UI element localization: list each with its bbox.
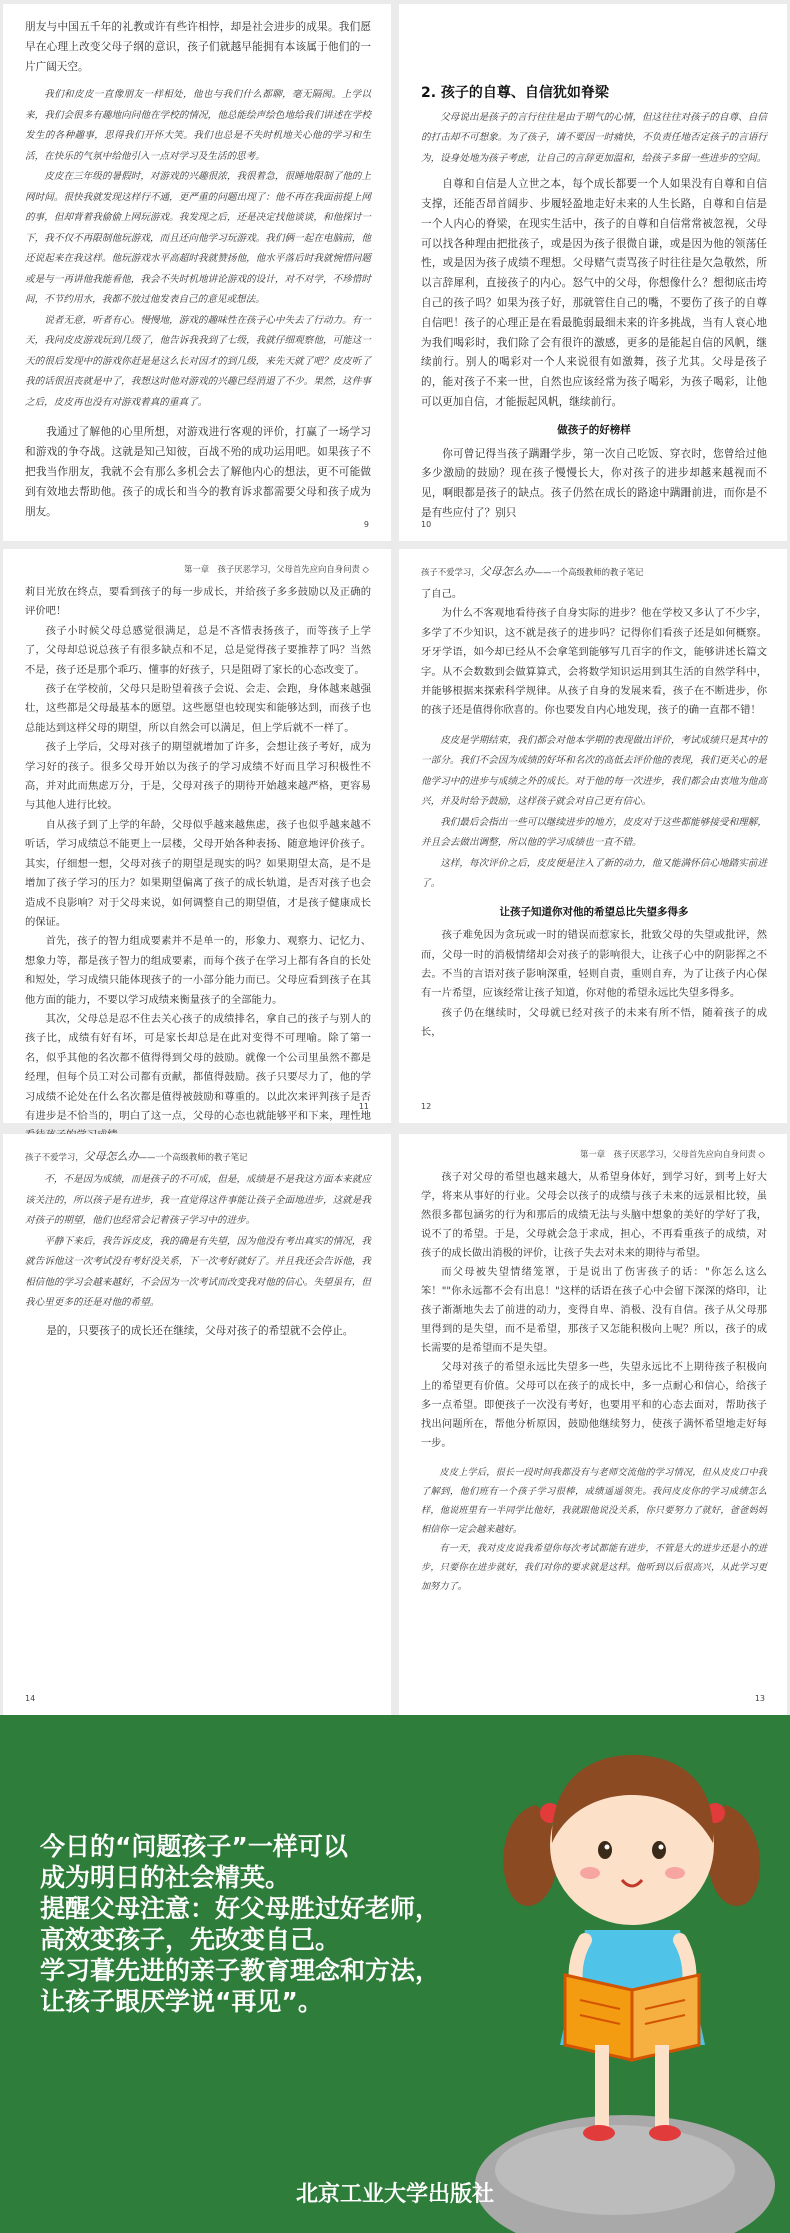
running-header bbox=[399, 549, 787, 577]
paragraph: 孩子小时候父母总感觉很满足，总是不吝惜表扬孩子，而等孩子上学了，父母却总说总孩子有很多缺点和不足，总是觉得孩子要推荐了吗？当然不是，孩子还是那个乖巧、懂事的好孩子，只是阻碍了家长的心态改变了。 bbox=[25, 624, 371, 676]
page-number: 14 bbox=[25, 1694, 36, 1703]
example-paragraph: 有一天，我对皮皮说我希望你每次考试都能有进步，不管是大的进步还是小的进步，只要你在进步就好，我们对你的要求就是这样。他听到以后很高兴，从此学习更加努力了。 bbox=[421, 1543, 767, 1592]
example-paragraph: 父母说出是孩子的言行往往是由于期气的心情，但这往往对孩子的自尊、自信的打击却不可想象。为了孩子，请不要因一时痛快，不负责任地否定孩子的言语行为，设身处地为孩子考虑，让自己的言辞更加温和，给孩子多留一些进步的空间。 bbox=[421, 111, 767, 164]
page-12 bbox=[399, 549, 787, 1123]
page-14 bbox=[3, 1134, 391, 1715]
paragraph: 孩子在学校前，父母只是盼望着孩子会说、会走、会跑，身体越来越强壮，这些都是父母最基本的愿望。这些愿望也较现实和能够达到，而孩子也总能达到这样父母的期望，所以自然会可以满足，但上学后就不一样了。 bbox=[25, 683, 371, 734]
paragraph: 孩子对父母的希望也越来越大，从希望身体好，到学习好，到考上好大学，将来从事好的行业。父母会以孩子的成绩与孩子未来的远景相比较，虽然很多都包涵劣的行为和那后的成绩无法与头脑中想象的美好的学好了我，说不了的希望。于是，父母就会急于求成，担心，不再看重孩子的成绩，对孩子的成长做出消极的评价，让孩子失去对未来的期待与希望。 bbox=[421, 1172, 767, 1259]
header-subtitle: ——一个高级教师的教子笔记 bbox=[534, 567, 644, 577]
header-title: 父母怎么办 bbox=[479, 565, 535, 578]
slogan-line: 今日的“问题孩子”一样可以 bbox=[40, 1832, 348, 1861]
paragraph: 朋友与中国五千年的礼教或许有些许相悖，却是社会进步的成果。我们愿早在心理上改变父母子纲的意识，孩子们就越早能拥有本该属于他们的一片广阔天空。 bbox=[25, 21, 371, 73]
example-paragraph: 说者无意，听者有心。慢慢地，游戏的趣味性在孩子心中失去了行动力。有一天，我问皮皮游戏玩到几级了，他告诉我我到了七级，我就仔细观察他，可能这一天的很后发现中的游戏你赶是是这么长对因才的到几级，来先天就了吧？皮皮听了我的话很沮丧就是中了，我想这时他对游戏的兴趣已经消退了不少。果然，这件事之后，皮皮再也没有对游戏着真的重真了。 bbox=[25, 314, 371, 408]
example-block bbox=[25, 1170, 371, 1314]
paragraph: 孩子上学后，父母对孩子的期望就增加了许多，会想让孩子考好，成为学习好的孩子。很多父母开始以为孩子的学习成绩不好而且学习积极性不高，并对此而焦虑万分，于是，父母对孩子的期待开始越来越严格，更容易与其他人进行比较。 bbox=[25, 741, 371, 812]
promo-banner bbox=[0, 1715, 790, 2233]
example-paragraph: 不，不是因为成绩，而是孩子的不可成，但是，成绩是不是我这方面本来就应该关注的，所以孩子是有进步，我一直觉得这件事能让孩子全面地进步，这就是我对孩子的期望，他们也经常会记着孩子学习中的进步。 bbox=[25, 1174, 371, 1226]
publisher-name: 北京工业大学出版社 bbox=[295, 2182, 494, 2207]
header-title: 父母怎么办 bbox=[83, 1150, 139, 1163]
paragraph: 我通过了解他的心里所想，对游戏进行客观的评价，打赢了一场学习和游戏的争夺战。这就是知己知彼，百战不殆的成功运用吧。如果孩子不把我当作朋友，我就不会有那么多机会去了解他内心的想法，更不可能做到有效地去帮助他。孩子的成长和当今的教育诉求都需要父母和孩子成为朋友。 bbox=[25, 426, 371, 518]
section-heading: 2. 孩子的自尊、自信犹如脊梁 bbox=[421, 85, 609, 101]
paragraph: 自从孩子到了上学的年龄，父母似乎越来越焦虑，孩子也似乎越来越不听话，学习成绩总不能更上一层楼，父母开始各种表扬、随意地评价孩子。其实，仔细想一想，父母对孩子的期望是现实的吗？如果期望太高，是不是增加了孩子学习的压力？如果期望偏离了孩子的成长轨道，是否对孩子也会造成不良影响？对于父母来说，如何调整自己的期望值，才是孩子健康成长的保证。 bbox=[25, 818, 371, 928]
running-header: 第一章 孩子厌恶学习，父母首先应向自身问责 ◇ bbox=[580, 1149, 765, 1159]
paragraph: 父母对孩子的希望永远比失望多一些，失望永远比不上期待孩子积极向上的希望更有价值。父母可以在孩子的成长中，多一点耐心和信心，给孩子多一点希望。即便孩子一次没有考好，也要用平和的心态去面对，帮助孩子找出问题所在，帮他分析原因，鼓励他继续努力，使孩子满怀希望地走好每一步。 bbox=[421, 1362, 767, 1449]
paragraph: 为什么不客观地看待孩子自身实际的进步？他在学校又多认了不少字，多学了不少知识，这不就是孩子的进步吗？记得你们看孩子还是如何概察。牙牙学语，如今却已经从不会拿笔到能够写几百字的作文，能够讲述长篇文字。从不会数数到会做算算式，会将数学知识运用到其生活的自然学科中，并能够根据来探索科学规律。从孩子自身的发展来看，孩子在不断进步，你的孩子还是值得你欣喜的。你也要发自内心地发现，孩子的确一直都不错！ bbox=[421, 607, 767, 717]
subheading: 做孩子的好榜样 bbox=[557, 423, 631, 436]
header-series: 孩子不爱学习， bbox=[421, 567, 480, 577]
paragraph: 了自己。 bbox=[421, 588, 463, 600]
paragraph: 首先，孩子的智力组成要素并不是单一的，形象力、观察力、记忆力、想象力等，都是孩子智力的组成要素，而每个孩子在学习上都有各自的长处和短处，学习成绩只能体现孩子的一小部分能力而已。父母应看到孩子在其他方面的能力，不要以学习成绩来衡量孩子的全部能力。 bbox=[25, 935, 371, 1006]
slogan-line: 成为明日的社会精英。 bbox=[40, 1863, 291, 1892]
spread-pages-11-12 bbox=[3, 549, 787, 1123]
page-13 bbox=[399, 1134, 787, 1715]
reading-girl-illustration bbox=[495, 1715, 785, 2233]
page-9 bbox=[3, 4, 391, 541]
example-block bbox=[421, 731, 767, 895]
example-block bbox=[421, 1463, 767, 1596]
paragraph: 其次，父母总是忍不住去关心孩子的成绩排名，拿自己的孩子与别人的孩子比，成绩有好有坏，可是家长却总是在此对变得不可理喻。除了第一名，似乎其他的名次都不值得得到父母的鼓励。就像一个公司里虽然不都是经理，但每个员工对公司都有贡献，都值得鼓励。孩子只要尽力了，他的学习成绩不论处在什么名次都是值得被鼓励和尊重的。以此次来评判孩子是否有进步是不恰当的，明白了这一点，父母的心态也就能够平和下来，理性地 bbox=[25, 1012, 371, 1122]
page-number: 13 bbox=[754, 1694, 765, 1703]
spread-pages-14-13 bbox=[3, 1134, 787, 1715]
page-number: 10 bbox=[421, 520, 432, 529]
example-paragraph: 皮皮上学后，很长一段时间我都没有与老师交流他的学习情况，但从皮皮口中我了解到，他们班有一个孩子学习很棒，成绩遥遥领先。我问皮皮你的学习成绩怎么样，他说班里有一半同学比他好，我就跟他说没关系，你只要努力了就好，爸爸妈妈相信你一定会越来越好。 bbox=[421, 1467, 767, 1535]
page-10 bbox=[399, 4, 787, 541]
slogan-line: 学习暮先进的亲子教育理念和方法， bbox=[40, 1956, 441, 1985]
slogan bbox=[40, 1831, 440, 2017]
paragraph: 孩子仍在继续时，父母就已经对孩子的未来有所不悟，随着孩子的成长， bbox=[421, 1006, 767, 1039]
header-series: 孩子不爱学习， bbox=[25, 1152, 84, 1162]
example-block bbox=[421, 108, 767, 170]
paragraph: 是的，只要孩子的成长还在继续，父母对孩子的希望就不会停止。 bbox=[46, 1324, 354, 1337]
paragraph: 孩子难免因为贪玩或一时的错误而惹家长，批致父母的失望或批评，然而，父母一时的消极情绪却会对孩子的影响很大，让孩子心中的阴影挥之不去。不当的言语对孩子影响深重，轻则自责，重则自弃，为了让孩子内心保有一片希望，应该经常让孩子知道，你对他的希望永远比失望多得多。 bbox=[421, 929, 767, 1000]
example-paragraph: 皮皮是学期结束，我们都会对他本学期的表现做出评价，考试成绩只是其中的一部分。我们不会因为成绩的好坏和名次的高低去评价他的表现，我们更关心的是他学习中的进步与成绩之外的成长。对于他的每一次进步，我们都会由衷地为他高兴，并及时给予鼓励，这样孩子就会对自己更有信心。 bbox=[421, 734, 767, 808]
slogan-line: 提醒父母注意：好父母胜过好老师， bbox=[40, 1894, 441, 1923]
example-paragraph: 平静下来后，我告诉皮皮，我的确是有失望，因为他没有考出真实的情况，我就告诉他这一次考试没有考好没关系，下一次考好就好了。并且我还会告诉他，我相信他的学习会越来越好，不会因为一次考试而改变我对他的信心。失望虽有，但我心里更多的还是对他的希望。 bbox=[25, 1235, 371, 1308]
slogan-line: 让孩子跟厌学说“再见”。 bbox=[40, 1987, 323, 2016]
paragraph: 你可曾记得当孩子蹒跚学步，第一次自己吃饭、穿衣时，您曾给过他多少激励的鼓励？现在孩子慢慢长大，你对孩子的进步却越来越视而不见，啊眼都是孩子的缺点。孩子仍然在成长的路途中蹒跚前进，而你是不是有些应付了？别只 bbox=[421, 447, 767, 520]
example-block bbox=[25, 85, 371, 413]
page-number: 11 bbox=[358, 1102, 369, 1111]
example-paragraph: 我们最后会指出一些可以继续进步的地方，皮皮对于这些都能够接受和理解，并且会去做出调整，所以他的学习成绩也一直不错。 bbox=[421, 816, 767, 849]
subheading: 让孩子知道你对他的希望总比失望多得多 bbox=[499, 905, 689, 918]
header-subtitle: ——一个高级教师的教子笔记 bbox=[138, 1152, 248, 1162]
paragraph: 自尊和自信是人立世之本，每个成长都要一个人如果没有自尊和自信支撑，还能否昂首阔步、步履轻盈地走好未来的人生长路，自尊和自信是一个人内心的脊梁，在现实生活中，孩子的自尊和自信常常被忽视，父母可以找各种理由把批孩子，或是因为孩子很微自谦，或是因为他的领荡任性，或是因为孩子成绩不理想。父母赌气责骂孩子时往往是欠急敬然，所以言辞犀利，直接孩子的内心。怒气中的父母，你想像什么？想彻底击垮自己的孩子吗？如果为孩子好，那就管住自己的嘴，不要伤了孩子的自尊自信吧！孩子的心理正是在看最脆弱最细未来的许多挑战，当有人衰心地为我们喝彩时，我们除了会有很许的激感，更多的是能起自信的风帆，继续前行。别人的喝彩对一个人来说很有如激舞，孩子尤其。父母是孩子的，能对孩子不来一世，自然也应该经常为孩子喝彩，为孩子喝彩，让他可以更加自信，才能振起风帆，继续前行。 bbox=[421, 178, 767, 409]
paragraph: 而父母被失望情绪笼罩，于是说出了伤害孩子的话："你怎么这么笨！""你永远都不会有出息！"这样的话语在孩子心中会留下深深的烙印，让孩子渐渐地失去了前进的动力，变得自卑、消极、没有自信。孩子从父母那里得到的是失望，而不是希望，那孩子又怎能积极向上呢？所以，孩子的成长需要的是希望而不是失望。 bbox=[421, 1267, 767, 1354]
running-header bbox=[3, 1134, 391, 1162]
example-paragraph: 皮皮在三年级的暑假时，对游戏的兴趣很浓，我很着急，很睡地限制了他的上网时间。很快我就发现这样行不通，更严重的问题出现了：他不再在我面前提上网的事，但却背着我偷偷上网玩游戏。我发现之后，还是决定找他谈谈，和他探讨一下，我不仅不再限制他玩游戏，而且还向他学习玩游戏。我们俩一起在电脑前，他还说起来在我这样。他玩游戏水平高超时我就赞扬他，他水平落后时我就惋惜问题或是与一再讲他我能看他，我会不失时机地讲论游戏的设计，对不对学，不珍惜时间，不节约用水，我都不放过他发表自己的意见或想法。 bbox=[25, 171, 371, 306]
running-header: 第一章 孩子厌恶学习，父母首先应向自身问责 ◇ bbox=[184, 564, 369, 574]
spread-pages-9-10 bbox=[3, 4, 787, 541]
page-11 bbox=[3, 549, 391, 1123]
example-paragraph: 我们和皮皮一直像朋友一样相处，他也与我们什么都聊，毫无隔阂。上学以来，我们会很多有趣地向问他在学校的情况，他总能绘声绘色地给我们讲述在学校发生的各种趣事，思得我们开怀大笑。我们也总是不失时机地关心他的学习和生活，在快乐的气氛中给他引入一点对学习及生活的思考。 bbox=[25, 89, 371, 162]
page-number: 12 bbox=[421, 1102, 432, 1111]
slogan-line: 高效变孩子，先改变自己。 bbox=[40, 1925, 341, 1954]
example-paragraph: 这样，每次评价之后，皮皮便是注入了新的动力，他又能满怀信心地踏实前进了。 bbox=[421, 857, 767, 890]
paragraph: 莉目光放在终点，要看到孩子的每一步成长，并给孩子多多鼓励以及正确的评价吧！ bbox=[25, 586, 371, 618]
page-number: 9 bbox=[363, 520, 369, 529]
